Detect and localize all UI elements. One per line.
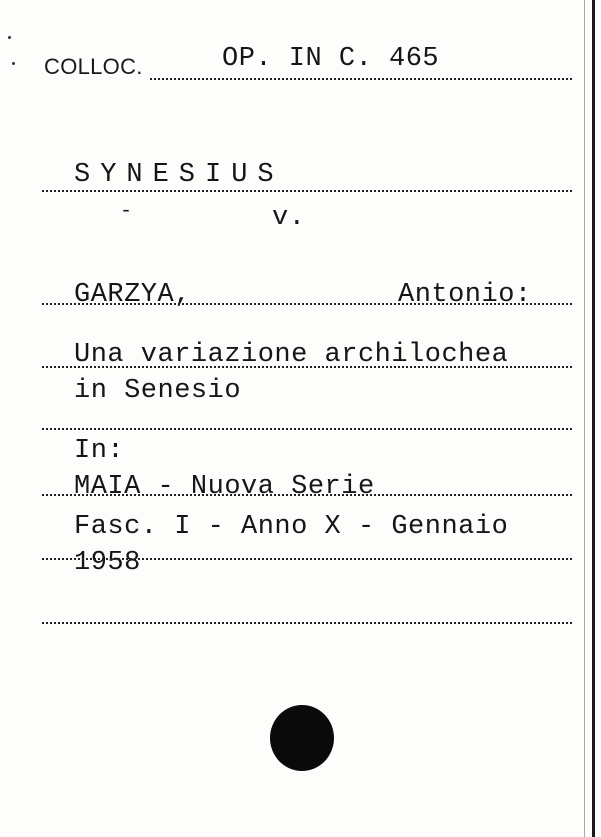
colloc-label: COLLOC. [44,54,143,79]
subject-dash: - [120,200,133,223]
subject-sub: v. [272,203,306,233]
subject-rule [42,190,572,192]
card-edge-border [592,0,595,837]
issue-rule [42,558,572,560]
issue-line: Fasc. I - Anno X - Gennaio [74,512,509,542]
author-surname: GARZYA, [74,280,191,310]
colloc-rule [150,78,572,80]
title-line-1: Una variazione archilochea [74,340,509,370]
title-rule [42,366,572,368]
card-edge-shadow [584,0,585,837]
subject-heading: SYNESIUS [74,160,284,190]
shelfmark: OP. IN C. 465 [222,44,440,74]
punch-hole [270,705,334,771]
title-line-2: in Senesio [74,376,242,406]
author-forename: Antonio: [398,280,532,310]
title-end-rule [42,428,572,430]
author-rule [42,303,572,305]
in-label: In: [74,436,125,466]
issue-year: 1958 [74,548,141,578]
journal-rule [42,494,572,496]
scan-speck [12,62,15,65]
scan-speck [8,36,11,39]
journal-name: MAIA - Nuova Serie [74,472,375,502]
final-rule [42,622,572,624]
